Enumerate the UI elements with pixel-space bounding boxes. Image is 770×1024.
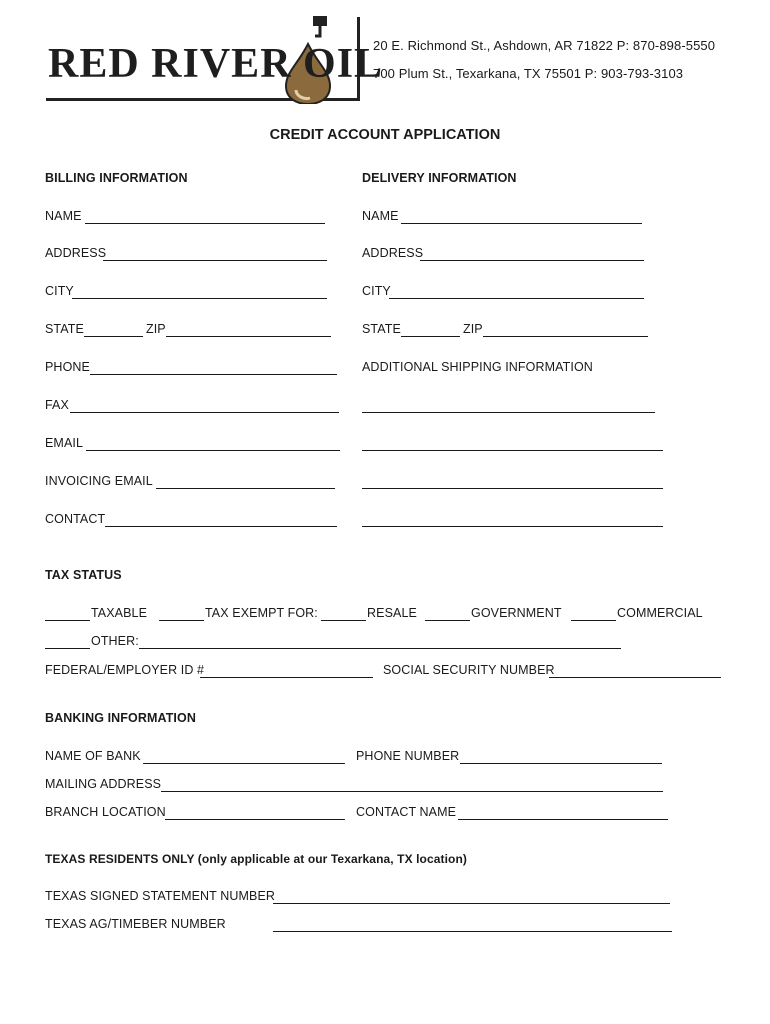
billing-phone-label: PHONE [45, 360, 90, 374]
mailing-address-label: MAILING ADDRESS [45, 777, 162, 791]
federal-id-label: FEDERAL/EMPLOYER ID # [45, 663, 205, 677]
delivery-zip-label: ZIP [463, 322, 483, 336]
billing-name-field[interactable] [85, 223, 325, 224]
delivery-additional-field-2[interactable] [362, 450, 663, 451]
ssn-field[interactable] [549, 677, 721, 678]
billing-zip-label: ZIP [146, 322, 166, 336]
address-line-2: 700 Plum St., Texarkana, TX 75501 P: 903-793-3103 [373, 66, 684, 81]
other-label: OTHER: [91, 634, 139, 648]
billing-invoicing-email-label: INVOICING EMAIL [45, 474, 153, 488]
delivery-state-field[interactable] [401, 336, 460, 337]
billing-state-field[interactable] [84, 336, 143, 337]
delivery-additional-label: ADDITIONAL SHIPPING INFORMATION [362, 360, 593, 374]
billing-name-label: NAME [45, 209, 82, 223]
banking-heading: BANKING INFORMATION [45, 711, 196, 725]
page-title: CREDIT ACCOUNT APPLICATION [269, 127, 501, 143]
other-field[interactable] [139, 648, 621, 649]
tax-heading: TAX STATUS [45, 568, 122, 582]
delivery-zip-field[interactable] [483, 336, 648, 337]
billing-invoicing-email-field[interactable] [156, 488, 335, 489]
delivery-address-label: ADDRESS [362, 246, 424, 260]
tax-exempt-field[interactable] [159, 620, 204, 621]
tax-exempt-label: TAX EXEMPT FOR: [205, 606, 318, 620]
delivery-heading: DELIVERY INFORMATION [362, 171, 517, 185]
texas-heading: TEXAS RESIDENTS ONLY (only applicable at our Texarkana, TX location) [45, 852, 468, 866]
resale-label: RESALE [367, 606, 417, 620]
billing-city-label: CITY [45, 284, 74, 298]
delivery-state-label: STATE [362, 322, 401, 336]
billing-fax-label: FAX [45, 398, 69, 412]
billing-phone-field[interactable] [90, 374, 337, 375]
bank-phone-label: PHONE NUMBER [356, 749, 460, 763]
billing-heading: BILLING INFORMATION [45, 171, 188, 185]
bank-name-label: NAME OF BANK [45, 749, 141, 763]
contact-name-field[interactable] [458, 819, 668, 820]
delivery-additional-field-3[interactable] [362, 488, 663, 489]
other-check-field[interactable] [45, 648, 90, 649]
billing-fax-field[interactable] [70, 412, 339, 413]
government-field[interactable] [425, 620, 470, 621]
ssn-label: SOCIAL SECURITY NUMBER [383, 663, 555, 677]
billing-zip-field[interactable] [166, 336, 331, 337]
federal-id-field[interactable] [200, 677, 373, 678]
billing-city-field[interactable] [72, 298, 327, 299]
taxable-field[interactable] [45, 620, 90, 621]
taxable-label: TAXABLE [91, 606, 148, 620]
billing-email-field[interactable] [86, 450, 340, 451]
delivery-name-field[interactable] [401, 223, 642, 224]
bank-name-field[interactable] [143, 763, 345, 764]
commercial-field[interactable] [571, 620, 616, 621]
texas-signed-statement-field[interactable] [273, 903, 670, 904]
billing-state-label: STATE [45, 322, 84, 336]
delivery-city-label: CITY [362, 284, 391, 298]
delivery-additional-field-1[interactable] [362, 412, 655, 413]
texas-ag-timber-label: TEXAS AG/TIMEBER NUMBER [45, 917, 226, 931]
mailing-address-field[interactable] [161, 791, 663, 792]
bank-phone-field[interactable] [460, 763, 662, 764]
government-label: GOVERNMENT [471, 606, 562, 620]
billing-contact-label: CONTACT [45, 512, 106, 526]
address-line-1: 20 E. Richmond St., Ashdown, AR 71822 P: 870-898-5550 [373, 38, 716, 53]
texas-signed-statement-label: TEXAS SIGNED STATEMENT NUMBER [45, 889, 276, 903]
branch-location-field[interactable] [165, 819, 345, 820]
billing-address-field[interactable] [103, 260, 327, 261]
commercial-label: COMMERCIAL [617, 606, 703, 620]
billing-email-label: EMAIL [45, 436, 84, 450]
delivery-city-field[interactable] [389, 298, 644, 299]
delivery-address-field[interactable] [420, 260, 644, 261]
delivery-name-label: NAME [362, 209, 399, 223]
contact-name-label: CONTACT NAME [356, 805, 457, 819]
logo-text: RED RIVER OIL [48, 41, 384, 87]
branch-location-label: BRANCH LOCATION [45, 805, 166, 819]
texas-ag-timber-field[interactable] [273, 931, 672, 932]
resale-field[interactable] [321, 620, 366, 621]
delivery-additional-field-4[interactable] [362, 526, 663, 527]
billing-contact-field[interactable] [105, 526, 337, 527]
billing-address-label: ADDRESS [45, 246, 107, 260]
